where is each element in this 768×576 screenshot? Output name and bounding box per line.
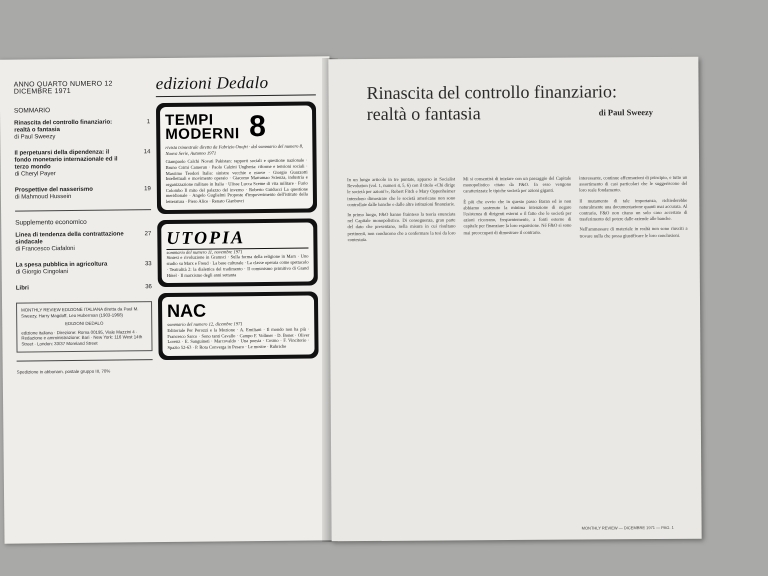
masthead-body: edizione italiana · Direzione: Roma 00195, Viale Mazzini 4 · Redazione e amministrazione: Bari · New York: 116 West 14th Street · London: 33/37 Moreland Street [21, 329, 143, 347]
dedalo-logo: edizioni Dedalo [156, 72, 316, 97]
contents-column [14, 80, 153, 375]
nac-ad [158, 292, 319, 360]
nac-subtitle: sommario del numero 12, dicembre 1971 [167, 321, 243, 328]
nac-contents: Editoriale Per Perozzi e la Mozione · A. Emiliani · Il mondo non ha più · Francesco Sarco · Sono tanti Cavallo · Campo F. Vollmer · D. Bonet · Oliver Lorenz · E. Sanguineti · Marcovaldo · Una poesia · Cosmo · F. Vincitorio · Spazio 52-63 · P. Rota Converga in Pesaro · Le mostre · Rubriche [167, 326, 310, 350]
article-title: Rinascita del controllo finanziario: realtà o fantasia [366, 81, 618, 125]
article-body [347, 175, 687, 247]
utopia-contents: Sintesi e rivoluzione in Gramsci · Sulla forma della religione in Marx · Uno studio su Marx e Freud · La base culturale · La classe operaia come spettacolo · Teatralità 2: la dialettica del tradimento · Il comunismo primitivo di Grand Hôtel · Il marxismo degli anni settanta [166, 253, 309, 278]
utopia-ad [157, 218, 318, 287]
utopia-title: UTOPIA [166, 226, 308, 249]
masthead-box [16, 301, 153, 352]
toc-item: Il perpetuarsi della dipendenza: il fondo monetario internazionale ed il terzo mondo di Cheryl Payer 14 [14, 149, 151, 178]
postal-note: Spedizione in abbonam. postale gruppo III, 70% [16, 368, 111, 375]
tempi-moderni-ad [156, 101, 317, 213]
toc-page-number: 14 [143, 149, 151, 156]
left-page [0, 56, 335, 543]
sommario-heading: SOMMARIO [13, 107, 51, 115]
article-column: interessante, continue affermazioni di principio, e tutto un assortimento di casi particolari che le suggeriscono del loro reale fondamento. Il mutamento di tale importanza, richiederebbe naturalmente una documentazione quanti mai accurata. Al contrario, F&O non citano un solo caso accertato di trasferimento del potere dalle aziende alle banche. Nell'ammassare di materiale in realtà non sono riusciti a trovare nulla che possa giustificare le loro conclusioni. [579, 174, 688, 239]
article-author: di Paul Sweezy [598, 107, 654, 118]
toc-item: Prospettive del nasserismo di Mahmoud Hussein 19 [14, 186, 151, 201]
toc-page-number: 1 [146, 119, 151, 126]
tempi-moderni-subtitle: rivista trimestrale diretta da Fabrizio Onofri · dal sommario del numero 8, Nuova Serie, Autunno 1971 [165, 143, 304, 156]
tempi-moderni-title: TEMPI MODERNI 8 [165, 109, 267, 144]
masthead-title: MONTHLY REVIEW EDIZIONE ITALIANA diretta da Paul M. Sweezy, Harry Magdoff, Leo Huberman (1903-1968) [21, 306, 139, 319]
issue-header: ANNO QUARTO NUMERO 12 DICEMBRE 1971 [13, 80, 113, 96]
supplement-heading: Supplemento economico [15, 218, 87, 227]
toc-list [14, 119, 151, 201]
publisher-line: EDIZIONI DEDALO [65, 320, 104, 327]
utopia-subtitle: sommario del numero 11, novembre 1971 [166, 249, 243, 255]
toc-item: Rinascita del controllo finanziario: realtà o fantasia di Paul Sweezy 1 [14, 119, 151, 141]
toc-page-number: 19 [144, 186, 151, 193]
toc-item: Libri 36 [15, 284, 152, 292]
toc-item: Linea di tendenza della contrattazione sindacale di Francesco Ciafaloni 27 [15, 231, 152, 253]
toc-item: La spesa pubblica in agricoltura di Giorgio Cingolani 33 [15, 261, 152, 276]
article-column: Mi si consentirà di iniziare con un passaggio del Capitale monopolistico citato da F&O. In esso vengono caratterizzate le tipiche società per azioni giganti. È più che ovvio che in questo passo Baran ed io non abbiamo sostenuto la minima intenzione di negare l'esistenza di dirigenti esterni o il fatto che le società per azioni ricorrano, frequentemente, a fonti esterne di capitale per finanziare la loro espansione. Né F&O si sono mai preoccupati di dimostrare il contrario. [463, 175, 572, 235]
nac-title: NAC [167, 300, 207, 322]
article-column: In un lungo articolo in tre puntate, apparso in Socialist Revolution (vol. 1, numeri 4, 5, 6) con il titolo «Chi dirige le società per azioni?», Robert Fitch e Mary Oppenheimer intendono dimostrare che le società americane non sono controllate dalle banche e dalle altre istituzioni finanziarie. In primo luogo, F&O hanno frainteso la teoria enunciata nel Capitale monopolistico. Di conseguenza, gran parte del dato che presentano, nella misura in cui risultano pertinenti, non conducono che a confermare la tesi da loro contestata. [347, 176, 456, 242]
ads-column [156, 72, 319, 359]
tempi-moderni-contents: Giampaolo Calchi Novati Pakistan: rapporti sociali e questione nazionale · Bruno Crimi Camerun · Paolo Calzini Ungheria: riforme e tensioni sociali · Massimo Teodori Italia: sinistre vecchie e nuove · Giorgio Guazzotti Intellettuali e movimento operaio · Giacomo Marramao Scienza, industria e organizzazione militare in Italia · Ulisse Lucca Sceme di vita militare · Furio Colombo Il mito del palazzo del inverno · Roberto Guiducci La questione meridionale · Angelo Guglielmi Proposte d'impoverimento dell'istituto della letteratura · Piero Alice · Renato Gianbuvri [165, 157, 308, 205]
page-footer: MONTHLY REVIEW — DICEMBRE 1971 — PAG. 1 [581, 524, 674, 531]
right-page [328, 57, 701, 542]
